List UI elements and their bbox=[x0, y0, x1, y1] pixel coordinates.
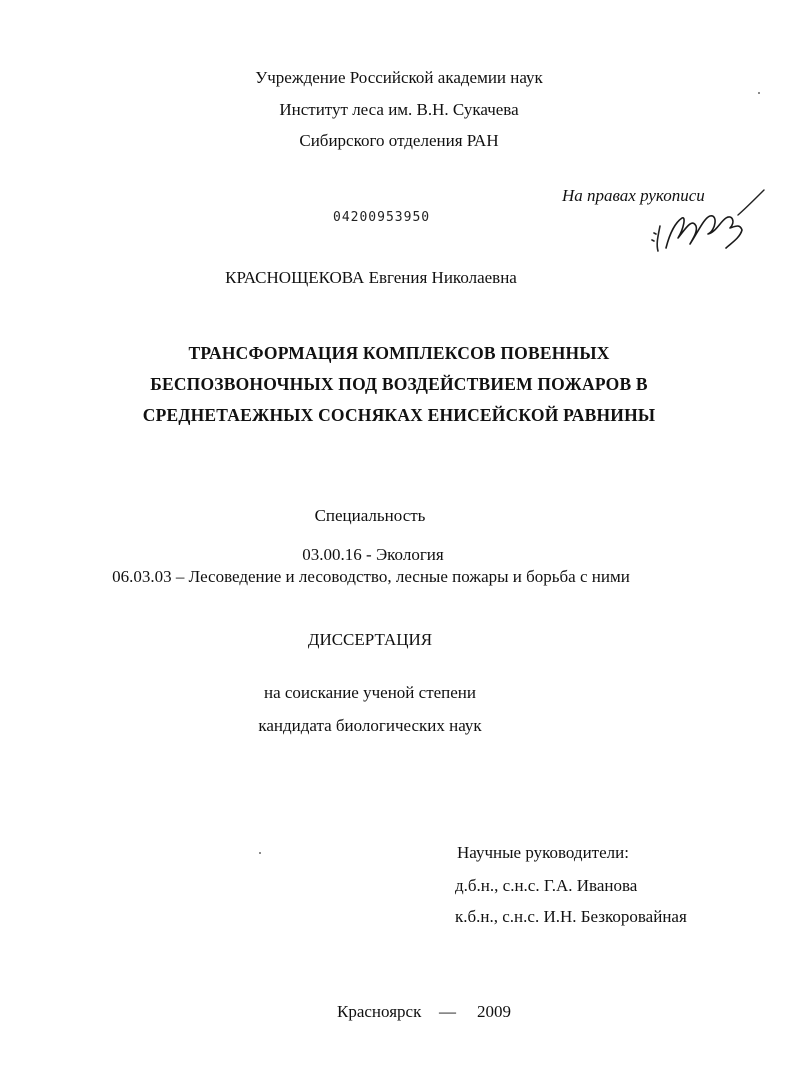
author-name: КРАСНОЩЕКОВА Евгения Николаевна bbox=[225, 268, 517, 287]
specialty-code-2: 06.03.03 – Лесоведение и лесоводство, лесные пожары и борьба с ними bbox=[112, 567, 630, 586]
thesis-title-line-3: СРЕДНЕТАЕЖНЫХ СОСНЯКАХ ЕНИСЕЙСКОЙ РАВНИНЫ bbox=[142, 405, 656, 425]
institution-line-3: Сибирского отделения РАН bbox=[299, 131, 499, 150]
rights-note: На правах рукописи bbox=[562, 186, 705, 205]
thesis-title-line-1: ТРАНСФОРМАЦИЯ КОМПЛЕКСОВ ПОВЕННЫХ bbox=[188, 343, 610, 363]
institution-line-1: Учреждение Российской академии наук bbox=[255, 68, 543, 87]
supervisor-1: д.б.н., с.н.с. Г.А. Иванова bbox=[455, 876, 638, 895]
document-code: 04200953950 bbox=[333, 210, 431, 225]
degree-line-2: кандидата биологических наук bbox=[258, 716, 482, 735]
specialty-label: Специальность bbox=[314, 506, 426, 525]
scan-speck bbox=[758, 92, 760, 94]
specialty-code-1: 03.00.16 - Экология bbox=[302, 545, 444, 564]
footer-year: 2009 bbox=[477, 1002, 511, 1021]
thesis-title-line-2: БЕСПОЗВОНОЧНЫХ ПОД ВОЗДЕЙСТВИЕМ ПОЖАРОВ В bbox=[150, 374, 648, 394]
footer-dash: — bbox=[439, 1002, 456, 1021]
supervisors-label: Научные руководители: bbox=[457, 843, 629, 862]
institution-line-2: Институт леса им. В.Н. Сукачева bbox=[279, 100, 519, 119]
handwritten-signature bbox=[646, 188, 766, 263]
document-type: ДИССЕРТАЦИЯ bbox=[307, 630, 433, 649]
footer-city: Красноярск bbox=[337, 1002, 422, 1021]
degree-line-1: на соискание ученой степени bbox=[263, 683, 477, 702]
supervisor-2: к.б.н., с.н.с. И.Н. Безкоровайная bbox=[455, 907, 687, 926]
scan-speck bbox=[259, 852, 261, 854]
